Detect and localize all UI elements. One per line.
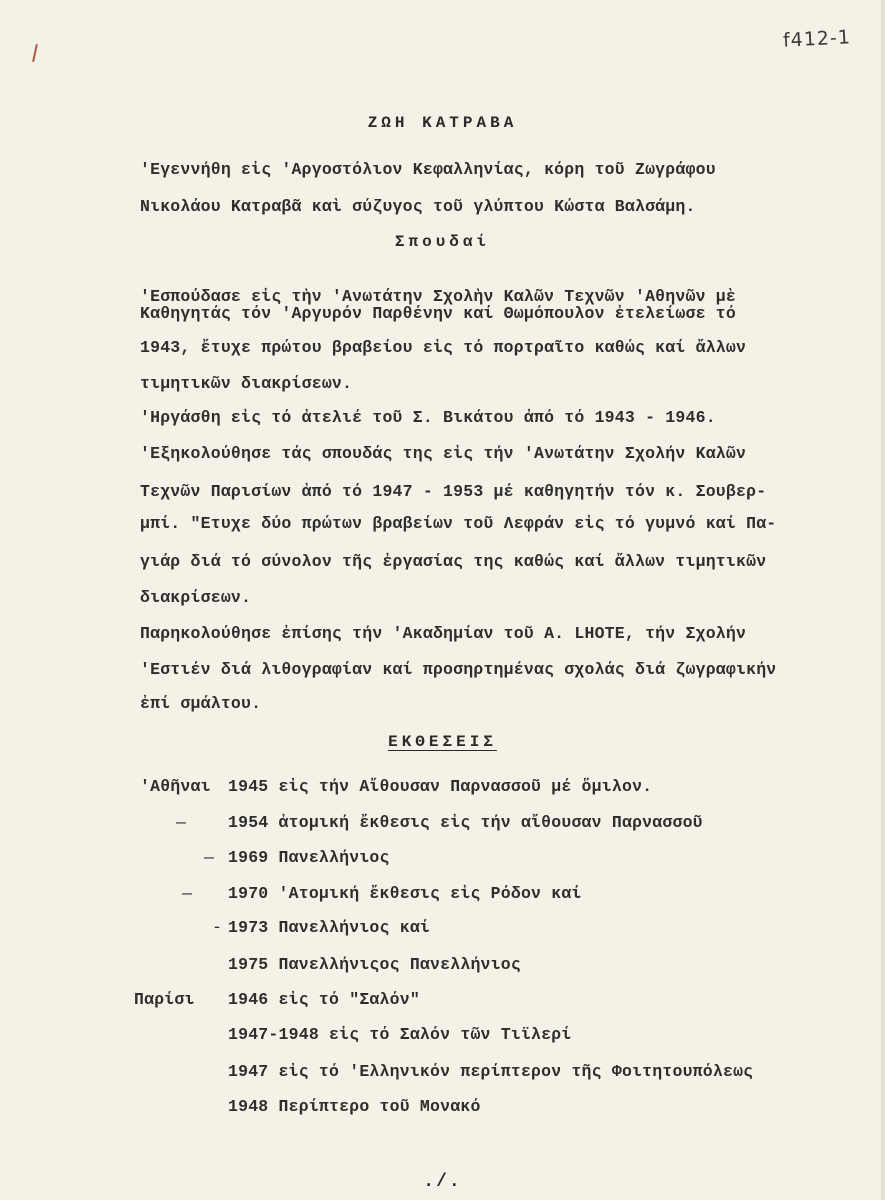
studies-heading — [0, 233, 885, 251]
studies-line: διακρίσεων. — [140, 588, 252, 607]
studies-line: Καθηγητάς τόν 'Αργυρόν Παρθένην καί Θωμόπουλον ἐτελείωσε τό — [140, 304, 736, 323]
archive-reference-number: f412-1 — [782, 26, 852, 52]
exhibition-dash: - — [212, 918, 223, 937]
exhibitions-heading — [0, 733, 885, 751]
studies-line: 'Εστιέν διά λιθογραφίαν καί προσηρτημένας σχολάς διά ζωγραφικήν — [140, 660, 777, 679]
exhibition-dash: — — [182, 884, 193, 903]
studies-line: 'Εξηκολούθησε τάς σπουδάς της εἰς τήν 'Ανωτάτην Σχολήν Καλῶν — [140, 444, 747, 463]
studies-line: ἐπί σμάλτου. — [140, 694, 262, 713]
exhibition-entry: 1948 Περίπτερο τοῦ Μονακό — [228, 1097, 481, 1116]
document-title — [0, 114, 885, 132]
exhibition-entry: 1947-1948 εἰς τό Σαλόν τῶν Τιϊλερί — [228, 1025, 572, 1044]
exhibition-place: 'Αθῆναι — [140, 777, 211, 796]
exhibition-entry: 1947 εἰς τό 'Ελληνικόν περίπτερον τῆς Φοιτητουπόλεως — [228, 1062, 754, 1081]
exhibition-entry: 1945 εἰς τήν Αἴθουσαν Παρνασσοῦ μέ ὅμιλον. — [228, 777, 653, 796]
exhibition-entry: 1954 ἀτομική ἔκθεσις εἰς τήν αἴθουσαν Παρνασσοῦ — [228, 813, 703, 832]
exhibition-entry: 1969 Πανελλήνιος — [228, 848, 390, 867]
exhibition-entry: 1973 Πανελλήνιος καί — [228, 918, 431, 937]
studies-line: 'Ηργάσθη εἰς τό ἀτελιέ τοῦ Σ. Βικάτου ἀπό τό 1943 - 1946. — [140, 408, 716, 427]
exhibition-dash: — — [176, 813, 187, 832]
studies-line: 1943, ἔτυχε πρώτου βραβείου εἰς τό πορτραῖτο καθώς καί ἄλλων — [140, 338, 747, 357]
continuation-marker: ./. — [423, 1172, 462, 1192]
studies-line: γιάρ διά τό σύνολον τῆς ἐργασίας της καθώς καί ἄλλων τιμητικῶν — [140, 552, 767, 571]
exhibitions-heading-text: ΕΚΘΕΣΕΙΣ — [388, 733, 497, 751]
studies-line: μπί. "Ετυχε δύο πρώτων βραβείων τοῦ Λεφράν εἰς τό γυμνό καί Πα- — [140, 514, 777, 533]
page-edge — [881, 0, 885, 1200]
exhibition-dash: — — [204, 848, 215, 867]
document-title-text: ΖΩΗ ΚΑΤΡΑΒΑ — [367, 114, 518, 132]
exhibition-entry: 1946 εἰς τό "Σαλόν" — [228, 990, 420, 1009]
studies-line: Τεχνῶν Παρισίων ἀπό τό 1947 - 1953 μέ καθηγητήν τόν κ. Σουβερ- — [140, 482, 767, 501]
studies-line: 'Εσπούδασε εἰς τὴν 'Ανωτάτην Σχολὴν Καλῶν Τεχνῶν 'Αθηνῶν μὲ — [140, 287, 736, 306]
studies-heading-text: Σπουδαί — [394, 233, 491, 251]
exhibition-place: Παρίσι — [134, 990, 195, 1009]
margin-pencil-mark — [32, 44, 38, 62]
studies-line: τιμητικῶν διακρίσεων. — [140, 374, 353, 393]
exhibition-entry: 1970 'Ατομική ἔκθεσις εἰς Ρόδον καί — [228, 884, 582, 903]
intro-line: 'Εγεννήθη εἰς 'Αργοστόλιον Κεφαλληνίας, κόρη τοῦ Ζωγράφου — [140, 160, 716, 179]
exhibition-entry: 1975 Πανελλήνιςος Πανελλήνιος — [228, 955, 521, 974]
intro-line: Νικολάου Κατραβᾶ καὶ σύζυγος τοῦ γλύπτου Κώστα Βαλσάμη. — [140, 197, 696, 216]
studies-line: Παρηκολούθησε ἐπίσης τήν 'Ακαδημίαν τοῦ Α. LHOTE, τήν Σχολήν — [140, 624, 747, 643]
